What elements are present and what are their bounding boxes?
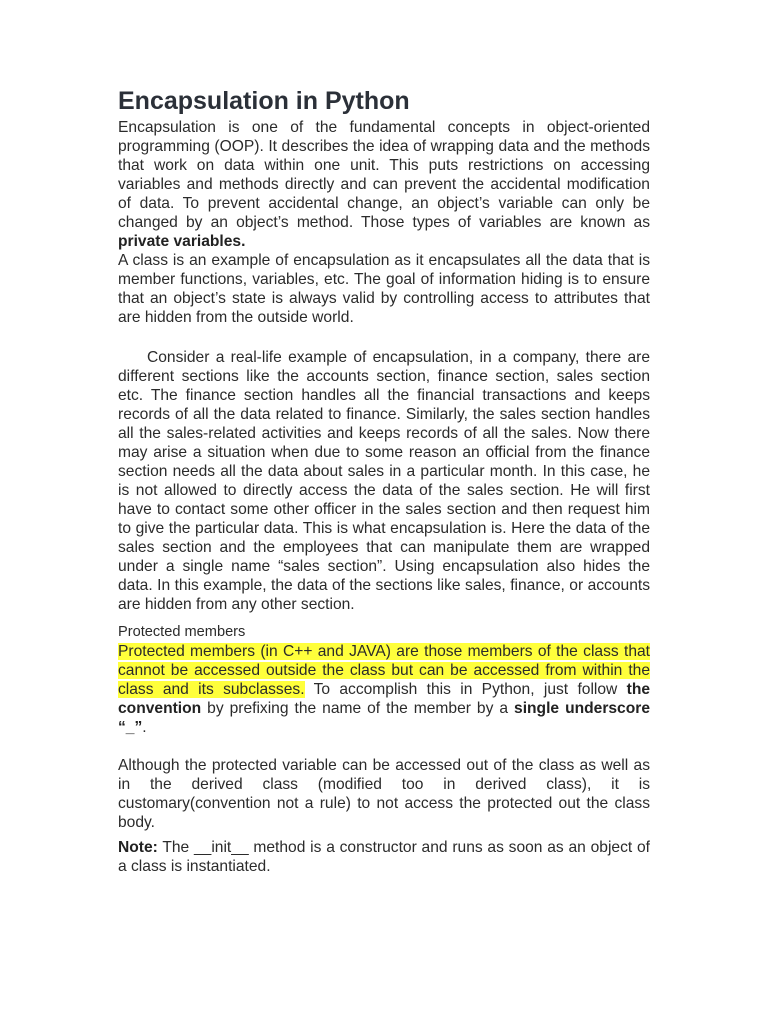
single-underscore-term: single underscore “_” [118, 700, 650, 736]
document-title: Encapsulation in Python [118, 87, 410, 115]
note-text: The __init__ method is a constructor and runs as soon as an object of a class is instantiated. [118, 839, 650, 875]
protected-members-heading: Protected members [118, 624, 246, 640]
intro-text: Encapsulation is one of the fundamental concepts in object-oriented programming (OOP). It describes the idea of wrapping data and the methods that work on data within one unit. This puts restrictions on accessing variables and methods directly and can prevent the accidental modification of data. To prevent accidental change, an object’s variable can only be changed by an object’s method. Those types of variables are known as [118, 119, 650, 231]
note-paragraph [118, 838, 650, 876]
derived-class-paragraph: Although the protected variable can be accessed out of the class as well as in the derived class (modified too in derived class), it is customary(convention not a rule) to not access the protected out the class body. [118, 757, 650, 831]
class-paragraph: A class is an example of encapsulation as it encapsulates all the data that is member functions, variables, etc. The goal of information hiding is to ensure that an object’s state is always valid by controlling access to attributes that are hidden from the outside world. [118, 252, 650, 326]
protected-text-3: . [142, 719, 147, 736]
highlighted-definition: Protected members (in C++ and JAVA) are those members of the class that cannot be accessed outside the class but can be accessed from within the class and its subclasses. [118, 643, 650, 698]
protected-text-1: To accomplish this in Python, just follow [304, 681, 627, 698]
protected-text-2: by prefixing the name of the member by a [201, 700, 515, 717]
intro-paragraph [118, 118, 650, 251]
note-label: Note: [118, 839, 158, 856]
document-page [118, 86, 650, 876]
protected-members-paragraph [118, 642, 650, 737]
example-paragraph: Consider a real-life example of encapsulation, in a company, there are different sections like the accounts section, finance section, sales section etc. The finance section handles all the financial transactions and keeps records of all the data related to finance. Similarly, the sales section handles all the sales-related activities and keeps records of all the sales. Now there may arise a situation when due to some reason an official from the finance section needs all the data about sales in a particular month. In this case, he is not allowed to directly access the data of the sales section. He will first have to contact some other officer in the sales section and then request him to give the particular data. This is what encapsulation is. Here the data of the sales section and the employees that can manipulate them are wrapped under a single name “sales section”. Using encapsulation also hides the data. In this example, the data of the sections like sales, finance, or accounts are hidden from any other section. [118, 349, 650, 613]
convention-term: the convention [118, 681, 651, 717]
private-variables-term: private variables. [118, 233, 246, 250]
